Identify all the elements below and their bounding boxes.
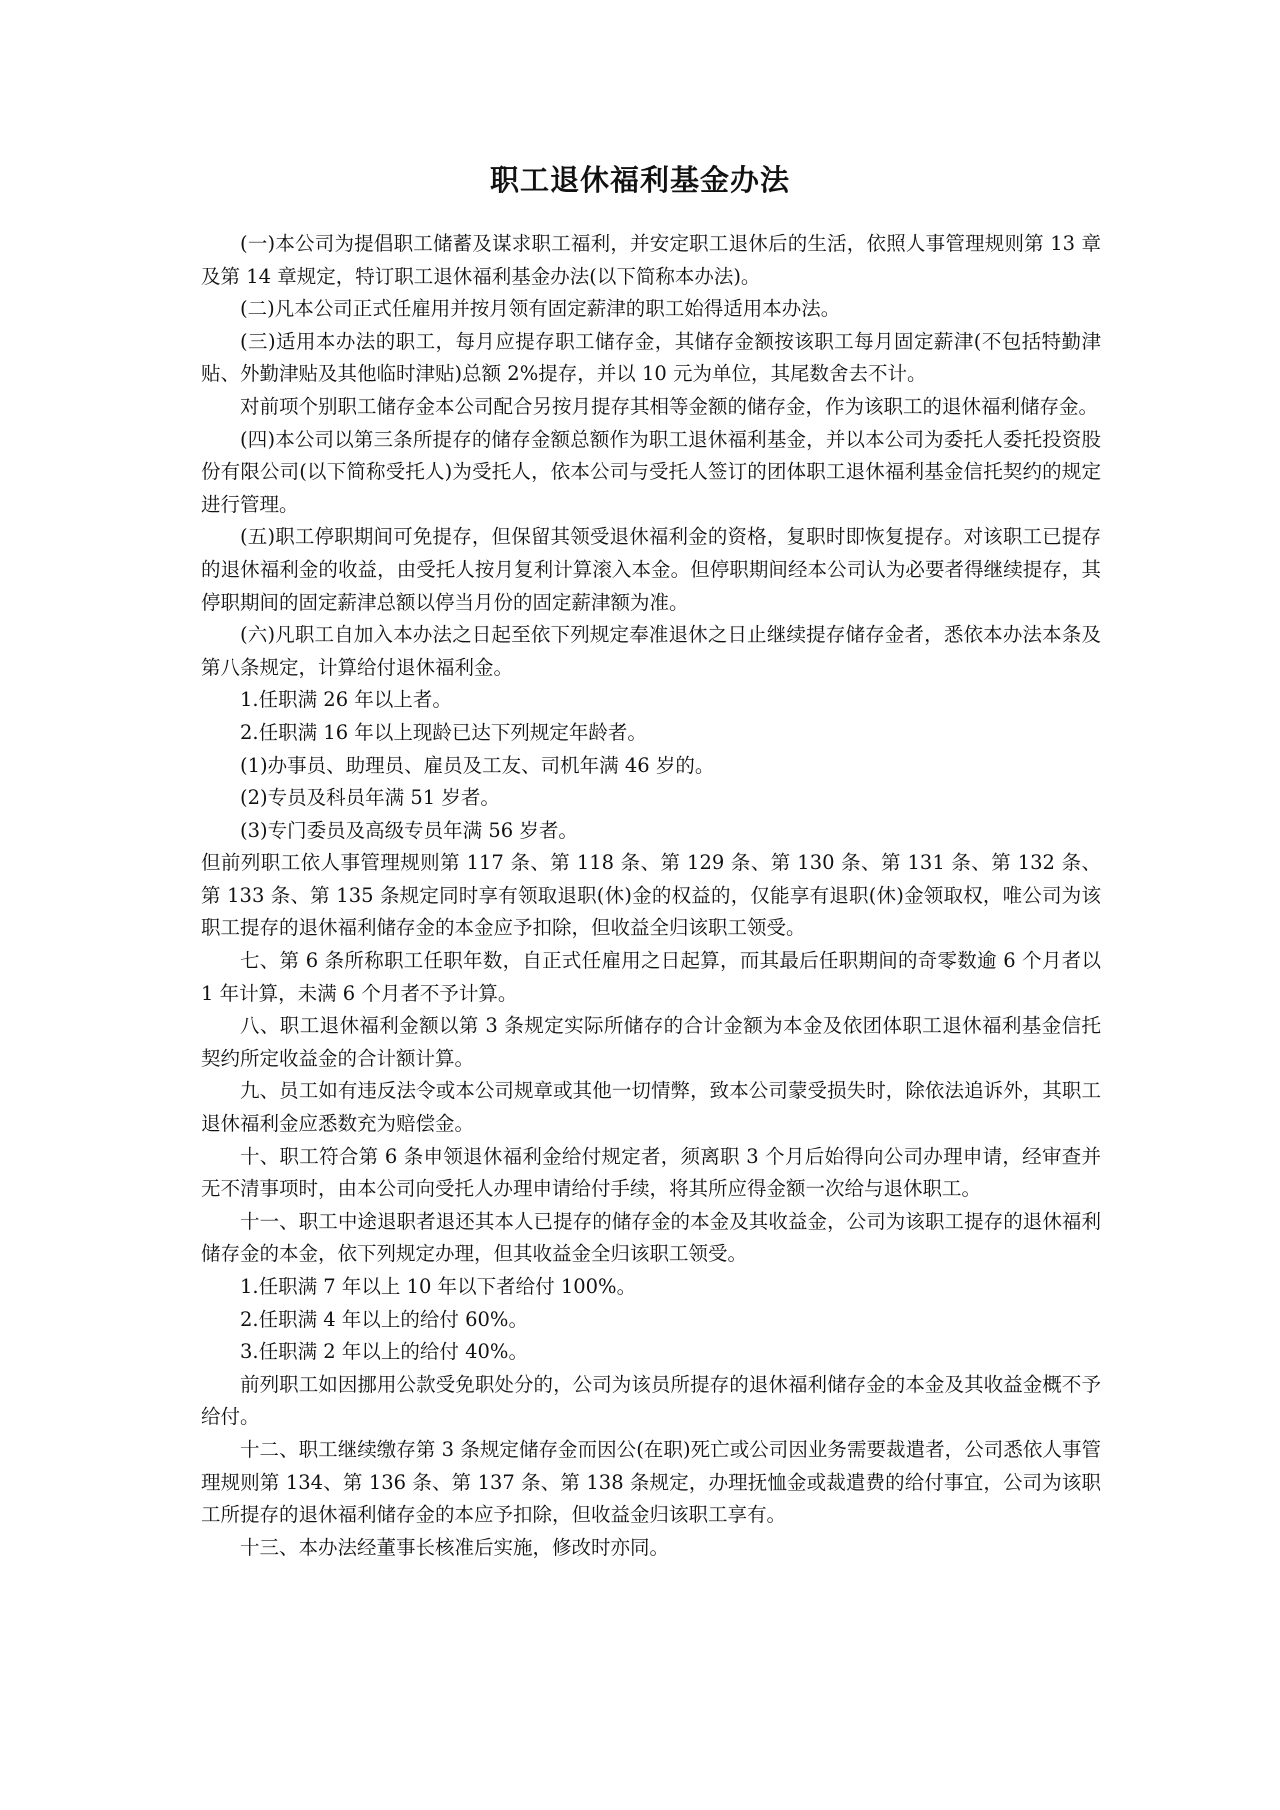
paragraph: 十三、本办法经董事长核准后实施，修改时亦同。 xyxy=(240,1535,670,1559)
document-title: 职工退休福利基金办法 xyxy=(489,163,790,197)
paragraph: 但前列职工依人事管理规则第 117 条、第 118 条、第 129 条、第 130 条、第 131 条、第 132 条、第 133 条、第 135 条规定同时享有领取退职(休)金的权益的，仅能享有退职(休)金领取权，唯公司为该职工提存的退休福利储存金的本金应予扣除，但收益全归该职工领受。 xyxy=(201,851,1101,940)
paragraph: (二)凡本公司正式任雇用并按月领有固定薪津的职工始得适用本办法。 xyxy=(240,297,841,321)
list-item: (1)办事员、助理员、雇员及工友、司机年满 46 岁的。 xyxy=(240,753,715,777)
paragraph: 十、职工符合第 6 条申领退休福利金给付规定者，须离职 3 个月后始得向公司办理申请，经审查并无不清事项时，由本公司向受托人办理申请给付手续，将其所应得金额一次给与退休职工。 xyxy=(201,1144,1101,1201)
paragraph: (三)适用本办法的职工，每月应提存职工储存金，其储存金额按该职工每月固定薪津(不包括特勤津贴、外勤津贴及其他临时津贴)总额 2%提存，并以 10 元为单位，其尾数舍去不计。 xyxy=(201,329,1101,386)
paragraph: (一)本公司为提倡职工储蓄及谋求职工福利，并安定职工退休后的生活，依照人事管理规则第 13 章及第 14 章规定，特订职工退休福利基金办法(以下简称本办法)。 xyxy=(201,232,1101,288)
paragraph: (四)本公司以第三条所提存的储存金额总额作为职工退休福利基金，并以本公司为委托人委托投资股份有限公司(以下简称受托人)为受托人，依本公司与受托人签订的团体职工退休福利基金信托契约的规定进行管理。 xyxy=(201,427,1101,516)
list-item: 3.任职满 2 年以上的给付 40%。 xyxy=(240,1340,528,1364)
document-body xyxy=(201,228,1101,1564)
list-item: 2.任职满 4 年以上的给付 60%。 xyxy=(240,1307,528,1331)
paragraph: 九、员工如有违反法令或本公司规章或其他一切情弊，致本公司蒙受损失时，除依法追诉外，其职工退休福利金应悉数充为赔偿金。 xyxy=(201,1079,1101,1136)
paragraph: 对前项个别职工储存金本公司配合另按月提存其相等金额的储存金，作为该职工的退休福利储存金。 xyxy=(240,394,1099,418)
paragraph: 前列职工如因挪用公款受免职处分的，公司为该员所提存的退休福利储存金的本金及其收益金概不予给付。 xyxy=(201,1372,1101,1429)
paragraph: 七、第 6 条所称职工任职年数，自正式任雇用之日起算，而其最后任职期间的奇零数逾 6 个月者以 1 年计算，未满 6 个月者不予计算。 xyxy=(201,949,1101,1005)
paragraph: (五)职工停职期间可免提存，但保留其领受退休福利金的资格，复职时即恢复提存。对该职工已提存的退休福利金的收益，由受托人按月复利计算滚入本金。但停职期间经本公司认为必要者得继续提存，其停职期间的固定薪津总额以停当月份的固定薪津额为准。 xyxy=(201,525,1101,614)
list-item: 2.任职满 16 年以上现龄已达下列规定年龄者。 xyxy=(240,720,647,744)
list-item: (3)专门委员及高级专员年满 56 岁者。 xyxy=(240,818,578,842)
paragraph: 八、职工退休福利金额以第 3 条规定实际所储存的合计金额为本金及依团体职工退休福利基金信托契约所定收益金的合计额计算。 xyxy=(201,1014,1101,1070)
paragraph: 十二、职工继续缴存第 3 条规定储存金而因公(在职)死亡或公司因业务需要裁遣者，公司悉依人事管理规则第 134、第 136 条、第 137 条、第 138 条规定，办理抚恤金或裁遣费的给付事宜，公司为该职工所提存的退休福利储存金的本应予扣除，但收益金归该职工享有。 xyxy=(201,1437,1101,1527)
list-item: 1.任职满 26 年以上者。 xyxy=(240,688,452,712)
list-item: (2)专员及科员年满 51 岁者。 xyxy=(240,786,500,810)
list-item: 1.任职满 7 年以上 10 年以下者给付 100%。 xyxy=(240,1275,637,1298)
paragraph: 十一、职工中途退职者退还其本人已提存的储存金的本金及其收益金，公司为该职工提存的退休福利储存金的本金，依下列规定办理，但其收益金全归该职工领受。 xyxy=(201,1209,1101,1266)
paragraph: (六)凡职工自加入本办法之日起至依下列规定奉准退休之日止继续提存储存金者，悉依本办法本条及第八条规定，计算给付退休福利金。 xyxy=(201,623,1101,679)
